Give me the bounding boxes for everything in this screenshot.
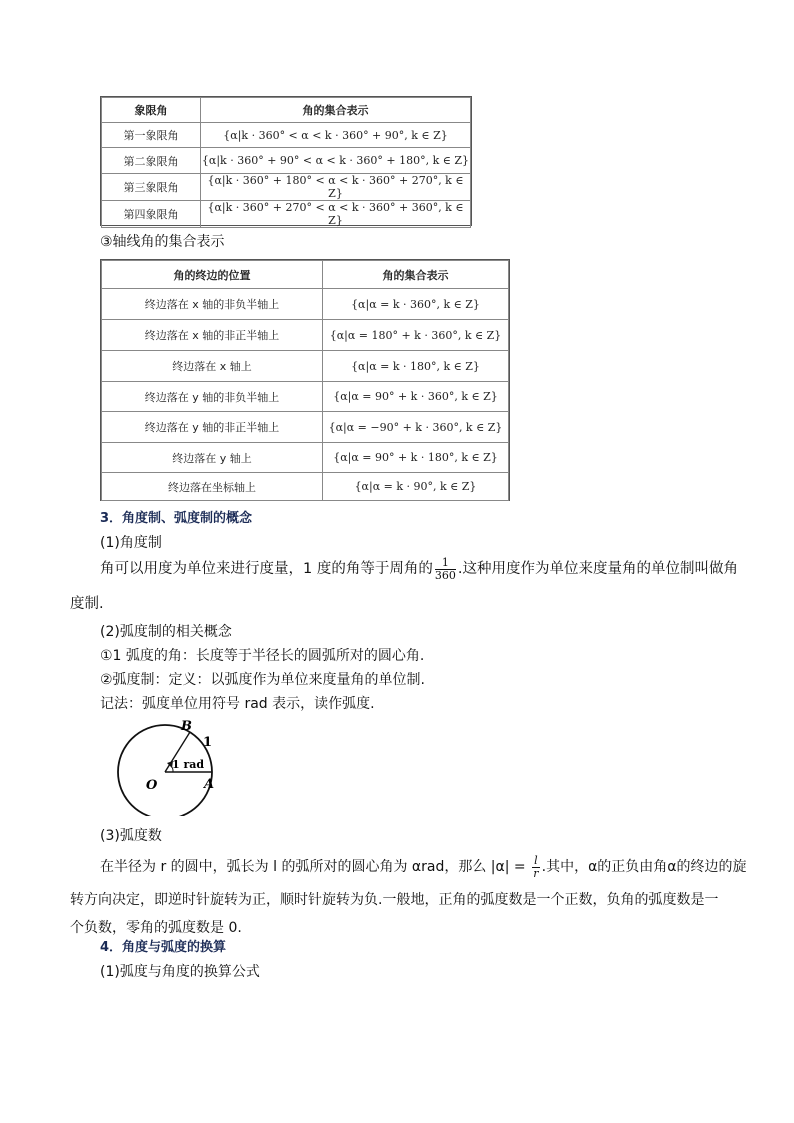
label-A: A [204,777,215,792]
fraction-numerator: 1 [435,557,456,570]
radian-paragraph-line2: 转方向决定，即逆时针旋转为正，顺时针旋转为负.一般地，正角的弧度数是一个正数，负角的弧度数是一 [70,892,719,908]
table-cell: 终边落在 x 轴的非负半轴上 [102,289,323,320]
label-arc-length: 1 [203,735,213,750]
table-row [102,289,509,320]
radian-item-2: ②弧度制：定义：以弧度作为单位来度量角的单位制. [100,672,425,688]
fraction-l-over-r [532,855,540,880]
table-cell: 第三象限角 [102,174,201,201]
paragraph-text: 在半径为 r 的圆中，弧长为 l 的弧所对的圆心角为 αrad，那么 |α| = [100,859,531,875]
table-cell: 终边落在 x 轴上 [102,351,323,382]
table-cell: 第一象限角 [102,123,201,148]
table-cell: {α|α = k · 90°, k ∈ Z} [323,473,509,501]
degree-paragraph-line1 [100,556,738,582]
table-cell: {α|α = k · 360°, k ∈ Z} [323,289,509,320]
fraction-1-over-360 [435,557,456,582]
table-cell: {α|α = 180° + k · 360°, k ∈ Z} [323,320,509,351]
table-cell: {α|k · 360° < α < k · 360° + 90°, k ∈ Z} [201,123,471,148]
table-cell: 终边落在 y 轴上 [102,443,323,473]
radian-paragraph-line3: 个负数，零角的弧度数是 0. [70,920,242,936]
table-row [102,174,471,201]
paragraph-text: 角可以用度为单位来进行度量，1 度的角等于周角的 [100,561,433,577]
paragraph-text: .这种用度作为单位来度量角的单位制叫做角 [457,561,738,577]
table-header: 角的终边的位置 [102,261,323,289]
table-cell: 第二象限角 [102,148,201,174]
table-cell: {α|k · 360° + 180° < α < k · 360° + 270°, k ∈ Z} [201,174,471,201]
table-cell: {α|α = 90° + k · 360°, k ∈ Z} [323,382,509,412]
axis-angle-heading: ③轴线角的集合表示 [100,234,225,250]
label-O: O [146,778,158,793]
table-cell: 终边落在坐标轴上 [102,473,323,501]
table-row [102,148,471,174]
paragraph-text: .其中，α的正负由角α的终边的旋 [541,859,747,875]
table-row [102,443,509,473]
table-header: 象限角 [102,98,201,123]
subsection-conversion-formula: (1)弧度与角度的换算公式 [100,964,260,980]
table-cell: {α|k · 360° + 90° < α < k · 360° + 180°, k ∈ Z} [201,148,471,174]
table-row [102,473,509,501]
table-header: 角的集合表示 [201,98,471,123]
table-row [102,382,509,412]
quadrant-angle-table [101,97,471,228]
label-rad: 1 rad [172,758,205,771]
radian-item-1: ①1 弧度的角：长度等于半径长的圆弧所对的圆心角. [100,648,425,664]
fraction-denominator: r [533,866,539,880]
one-radian-diagram [106,716,226,816]
table-row [102,123,471,148]
table-cell: {α|α = 90° + k · 180°, k ∈ Z} [323,443,509,473]
degree-paragraph-line2: 度制. [70,596,104,612]
table-cell: 第四象限角 [102,201,201,228]
fraction-numerator: l [534,853,538,867]
radian-paragraph-line1 [100,854,747,880]
subsection-degree: (1)角度制 [100,535,162,551]
table-row [102,201,471,228]
table-cell: {α|k · 360° + 270° < α < k · 360° + 360°, k ∈ Z} [201,201,471,228]
table-cell: 终边落在 x 轴的非正半轴上 [102,320,323,351]
table-cell: {α|α = −90° + k · 360°, k ∈ Z} [323,412,509,443]
subsection-radian-number: (3)弧度数 [100,828,162,844]
table-cell: 终边落在 y 轴的非负半轴上 [102,382,323,412]
axis-angle-table [101,260,509,501]
table-header: 角的集合表示 [323,261,509,289]
fraction-denominator: 360 [434,568,456,582]
table-row [102,320,509,351]
table-row [102,412,509,443]
table-row [102,351,509,382]
subsection-radian: (2)弧度制的相关概念 [100,624,232,640]
table-cell: 终边落在 y 轴的非正半轴上 [102,412,323,443]
radian-notation-note: 记法：弧度单位用符号 rad 表示，读作弧度. [100,696,375,712]
section-3-title: 3．角度制、弧度制的概念 [100,511,253,526]
table-cell: {α|α = k · 180°, k ∈ Z} [323,351,509,382]
section-4-title: 4．角度与弧度的换算 [100,940,227,955]
label-B: B [181,719,192,734]
